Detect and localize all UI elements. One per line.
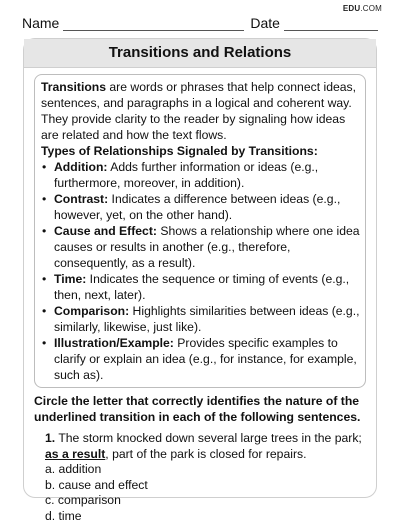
bullet-icon: • xyxy=(42,191,46,207)
name-field[interactable] xyxy=(63,16,244,31)
intro-term: Transitions xyxy=(41,80,106,94)
worksheet-title: Transitions and Relations xyxy=(24,39,376,68)
answer-options xyxy=(45,462,364,524)
list-item: • Cause and Effect: Shows a relationship where one idea causes or results in another (e.g., therefore, consequently, as a result). xyxy=(41,223,360,271)
bullet-icon: • xyxy=(42,159,46,175)
option-b[interactable]: b. cause and effect xyxy=(45,478,364,494)
list-item: • Addition: Adds further information or ideas (e.g., furthermore, moreover, in addition). xyxy=(41,159,360,191)
bullet-icon: • xyxy=(42,271,46,287)
underlined-transition: as a result xyxy=(45,447,105,461)
question-number: 1. xyxy=(45,431,55,445)
option-d[interactable]: d. time xyxy=(45,509,364,524)
option-a[interactable]: a. addition xyxy=(45,462,364,478)
date-field[interactable] xyxy=(284,16,378,31)
types-list xyxy=(41,159,360,383)
intro-paragraph xyxy=(41,79,360,143)
option-c[interactable]: c. comparison xyxy=(45,493,364,509)
question-1 xyxy=(45,431,364,524)
name-label: Name xyxy=(22,15,63,31)
instructions: Circle the letter that correctly identifies the nature of the underlined transition in each of the following sentences. xyxy=(34,393,366,425)
date-label: Date xyxy=(250,15,284,31)
intro-text: are words or phrases that help connect ideas, sentences, and paragraphs in a logical and coherent way. They provide clarity to the reader by signaling how ideas are related and how the text flows. xyxy=(41,80,356,142)
question-stem: 1. The storm knocked down several large trees in the park; as a result, part of the park is closed for repairs. xyxy=(45,431,364,462)
bullet-icon: • xyxy=(42,303,46,319)
list-item: • Illustration/Example: Provides specific examples to clarify or explain an idea (e.g., for instance, for example, such as). xyxy=(41,335,360,383)
types-heading: Types of Relationships Signaled by Transitions: xyxy=(41,143,360,159)
name-date-line xyxy=(22,15,378,31)
info-box xyxy=(34,74,366,388)
list-item: • Comparison: Highlights similarities between ideas (e.g., similarly, likewise, just like). xyxy=(41,303,360,335)
bullet-icon: • xyxy=(42,223,46,239)
list-item: • Time: Indicates the sequence or timing of events (e.g., then, next, later). xyxy=(41,271,360,303)
list-item: • Contrast: Indicates a difference between ideas (e.g., however, yet, on the other hand). xyxy=(41,191,360,223)
worksheet-card xyxy=(23,38,377,498)
brand-logo: EDU.COM xyxy=(343,4,382,13)
bullet-icon: • xyxy=(42,335,46,351)
